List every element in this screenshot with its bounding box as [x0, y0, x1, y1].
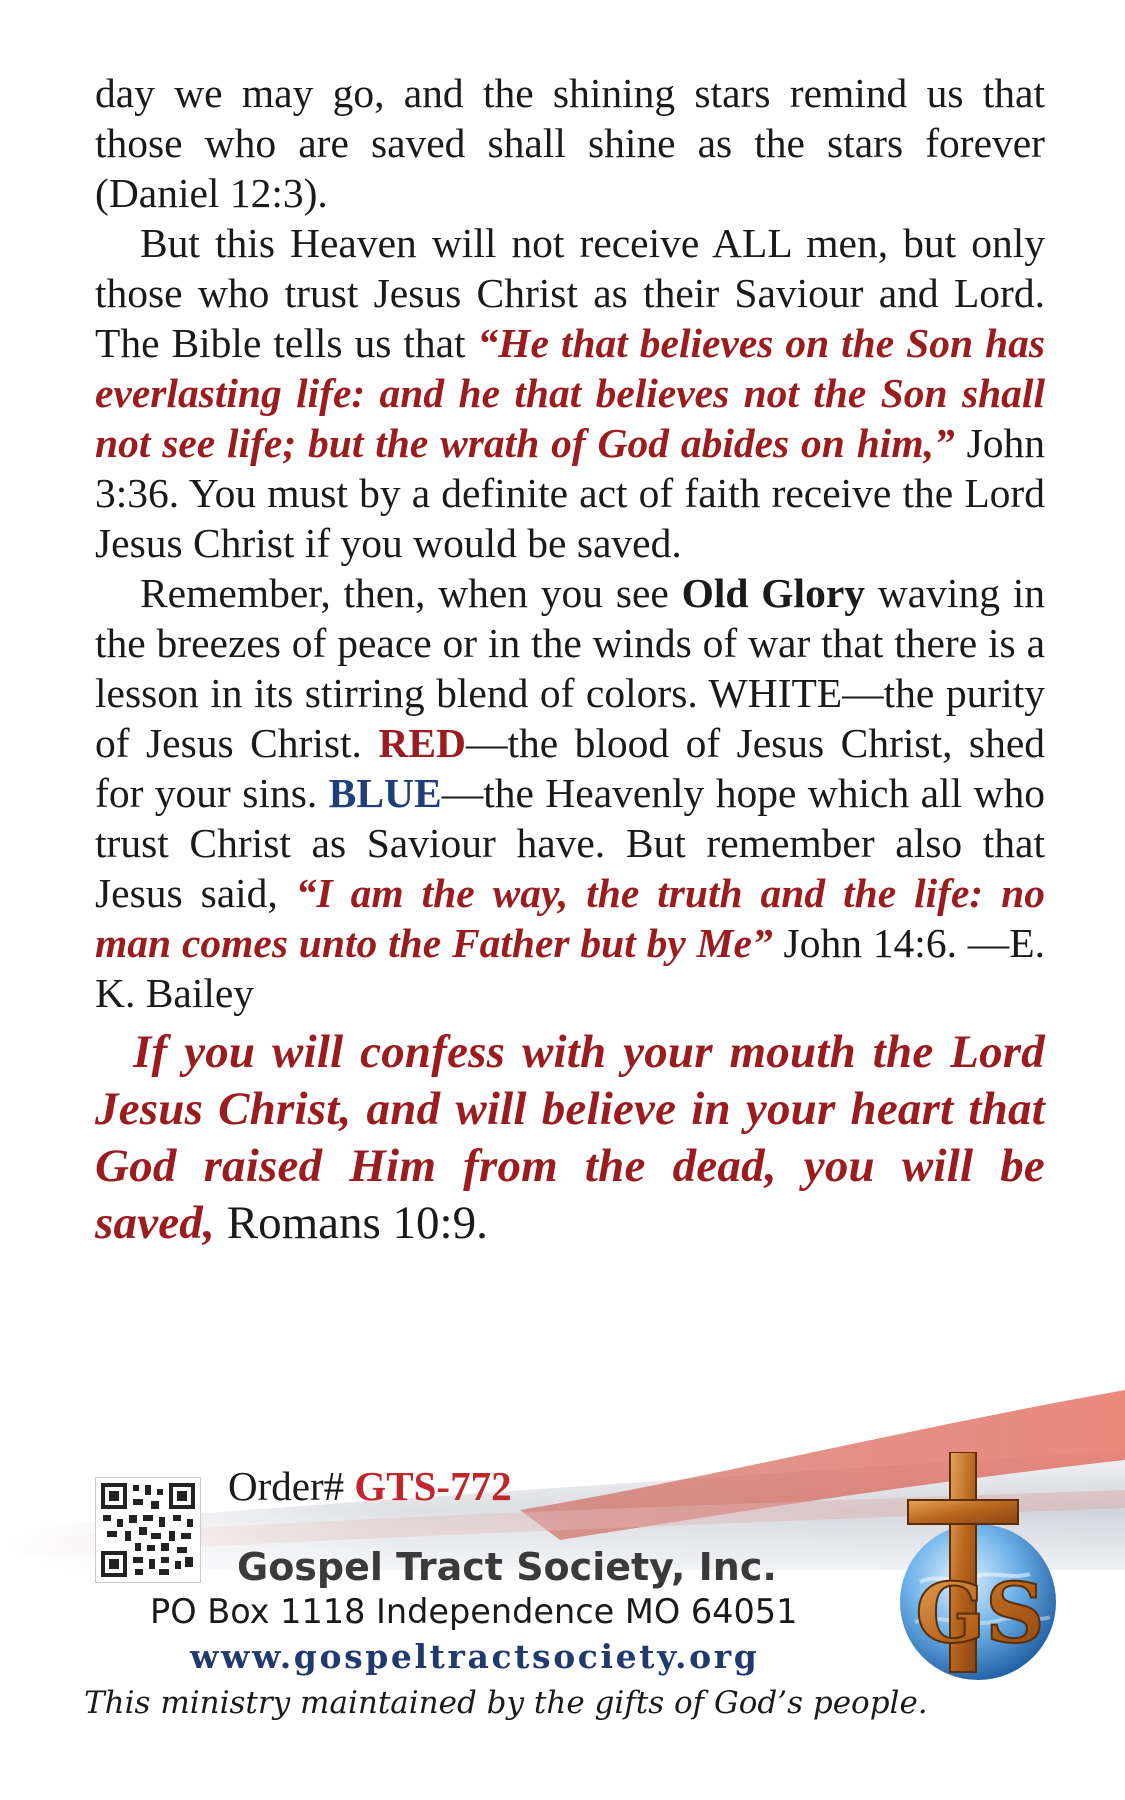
ministry-note: This ministry maintained by the gifts of God’s people. [84, 1685, 928, 1721]
paragraph-3-mid-2: —the blood of Jesus Christ, shed for your sins. [95, 720, 1045, 816]
red-word: RED [378, 720, 466, 766]
paragraph-3-mid-1: waving in the breezes of peace or in the winds of war that there is a lesson in its stirring blend of colors. WHITE—the purity of Jesus Christ. [95, 570, 1045, 766]
old-glory-text: Old Glory [681, 570, 865, 616]
tract-body [95, 68, 1045, 1252]
closing-verse-quote: If you will confess with your mouth the Lord Jesus Christ, and will believe in your heart that God raised Him from the dead, you will be saved, [95, 1026, 1045, 1249]
paragraph-2 [95, 218, 1045, 568]
paragraph-3-outro: John 14:6. —E. K. Bailey [95, 920, 1046, 1016]
closing-verse [95, 1024, 1045, 1252]
closing-verse-reference: Romans 10:9. [214, 1197, 488, 1249]
scripture-quote-john-3-36: “He that believes on the Son has everlasting life: and he that believes not the Son shall not see life; but the wrath of God abides on him,” [95, 320, 1045, 466]
order-label: Order# [228, 1463, 355, 1509]
order-number [228, 1462, 512, 1510]
paragraph-3-intro: Remember, then, when you see [140, 570, 682, 616]
order-code: GTS-772 [354, 1463, 512, 1509]
paragraph-1-text: day we may go, and the shining stars remind us that those who are saved shall shine as the stars forever (Daniel 12:3). [95, 70, 1045, 216]
paragraph-3-mid-3: —the Heavenly hope which all who trust Christ as Saviour have. But remember also that Jesus said, [95, 770, 1046, 916]
logo-gs-text: GS [915, 1566, 1045, 1662]
organization-name: Gospel Tract Society, Inc. [237, 1545, 777, 1589]
qr-code-icon[interactable] [96, 1478, 200, 1582]
paragraph-3 [95, 568, 1045, 1018]
paragraph-1 [95, 68, 1045, 218]
qr-code-graphic [99, 1481, 197, 1579]
blue-word: BLUE [328, 770, 442, 816]
mailing-address: PO Box 1118 Independence MO 64051 [150, 1592, 798, 1631]
website-link[interactable]: www.gospeltractsociety.org [190, 1637, 760, 1676]
paragraph-2-outro: John 3:36. You must by a definite act of faith receive the Lord Jesus Christ if you would be saved. [95, 420, 1045, 566]
gts-cross-globe-logo [880, 1452, 1080, 1682]
scripture-quote-john-14-6: “I am the way, the truth and the life: no man comes unto the Father but by Me” [95, 870, 1045, 966]
paragraph-2-intro: But this Heaven will not receive ALL men, but only those who trust Jesus Christ as their Saviour and Lord. The Bible tells us that [95, 220, 1045, 366]
